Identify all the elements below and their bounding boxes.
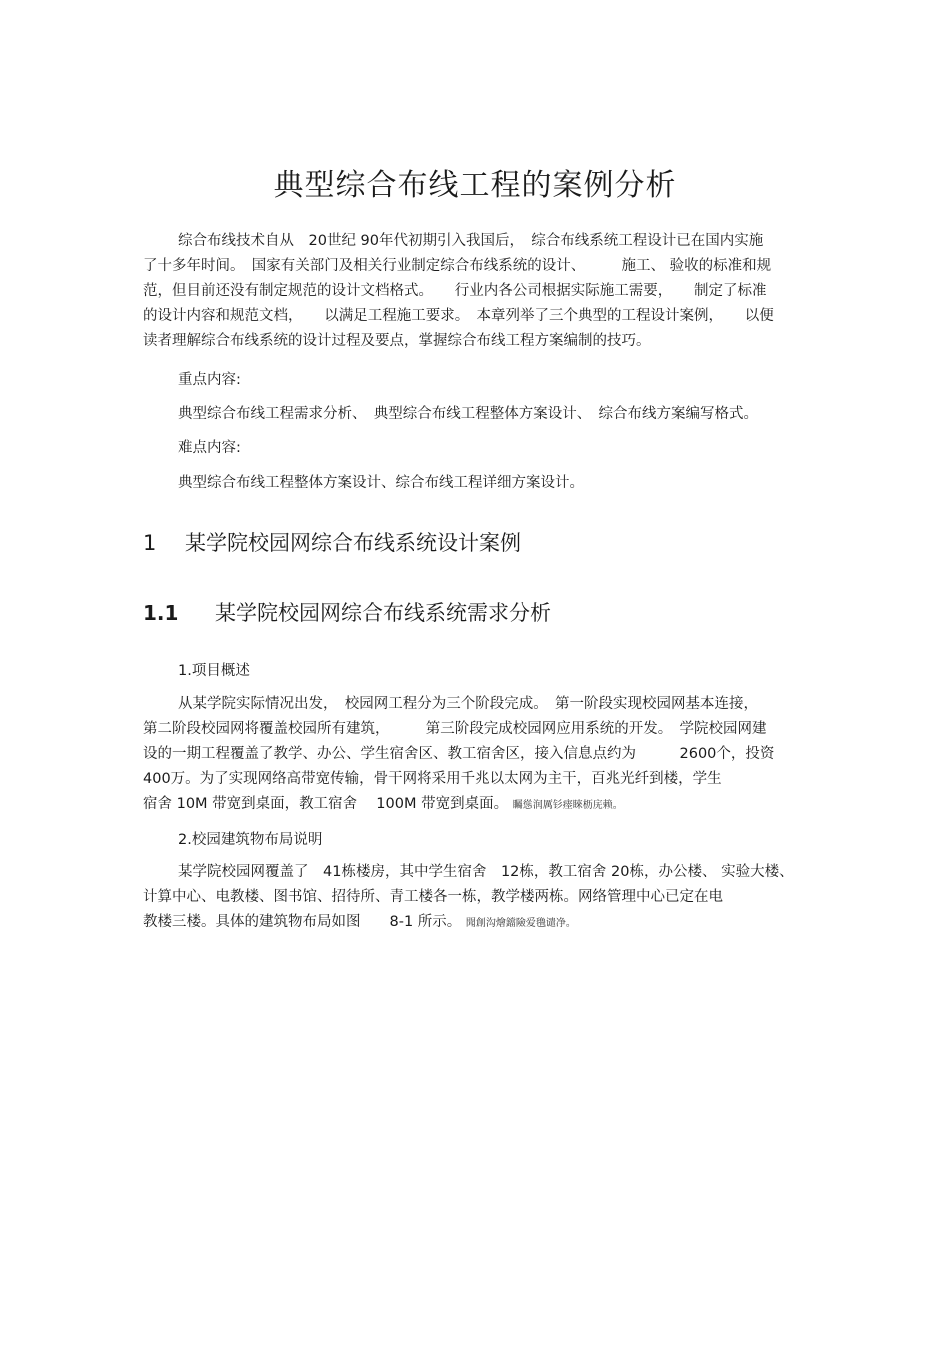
item-1-line: 从某学院实际情况出发， 校园网工程分为三个阶段完成。 第一阶段实现校园网基本连接， [178,696,758,712]
section-number: 1 [143,531,157,555]
item-1-heading: 1.项目概述 [178,663,250,679]
section-title: 某学院校园网综合布线系统设计案例 [185,531,521,555]
item-1-line: 400万。为了实现网络高带宽传输，骨干网将采用千兆以太网为主干，百兆光纤到楼，学生 [143,771,722,787]
item-1-paragraph [143,692,807,817]
item-1-note: 矚慫润厲钐瘗睞枥庑赖。 [512,800,623,811]
item-1-last-text: 宿舍 10M 带宽到桌面，教工宿舍 100M 带宽到桌面。 [143,796,509,812]
item-1-line: 第二阶段校园网将覆盖校园所有建筑， 第三阶段完成校园网应用系统的开发。 学院校园网建 [143,721,767,737]
intro-line: 综合布线技术自从 20世纪 90年代初期引入我国后， 综合布线系统工程设计已在国内实施 [178,233,764,249]
item-2-note: 聞創沟燴鐺險爱氇谴净。 [465,918,576,929]
document-title: 典型综合布线工程的案例分析 [273,168,677,203]
intro-line: 读者理解综合布线系统的设计过程及要点，掌握综合布线工程方案编制的技巧。 [143,333,651,349]
item-2-heading: 2.校园建筑物布局说明 [178,832,323,848]
difficult-content-text: 典型综合布线工程整体方案设计、综合布线工程详细方案设计。 [178,475,584,491]
intro-paragraph [143,229,807,354]
key-content-label: 重点内容: [178,372,241,388]
section-1-1-heading [143,597,551,627]
section-number: 1.1 [143,601,179,625]
item-2-line-last [143,910,807,935]
section-title: 某学院校园网综合布线系统需求分析 [215,601,551,625]
item-2-line: 计算中心、电教楼、图书馆、招待所、青工楼各一栋，教学楼两栋。网络管理中心已定在电 [143,889,723,905]
intro-line: 的设计内容和规范文档， 以满足工程施工要求。 本章列举了三个典型的工程设计案例， 以便 [143,308,774,324]
intro-line: 了十多年时间。 国家有关部门及相关行业制定综合布线系统的设计、 施工、 验收的标准和规 [143,258,772,274]
section-1-heading [143,527,521,557]
item-2-line: 某学院校园网覆盖了 41栋楼房，其中学生宿舍 12栋，教工宿舍 20栋，办公楼、 实验大楼、 [178,864,794,880]
item-1-line-last [143,792,807,817]
item-2-last-text: 教楼三楼。具体的建筑物布局如图 8-1 所示。 [143,914,462,930]
key-content-text: 典型综合布线工程需求分析、 典型综合布线工程整体方案设计、 综合布线方案编写格式。 [178,406,758,422]
item-2-paragraph [143,860,807,935]
intro-line: 范，但目前还没有制定规范的设计文档格式。 行业内各公司根据实际施工需要， 制定了标准 [143,283,767,299]
difficult-content-label: 难点内容: [178,440,241,456]
item-1-line: 设的一期工程覆盖了教学、办公、学生宿舍区、教工宿舍区，接入信息点约为 2600个，投资 [143,746,775,762]
